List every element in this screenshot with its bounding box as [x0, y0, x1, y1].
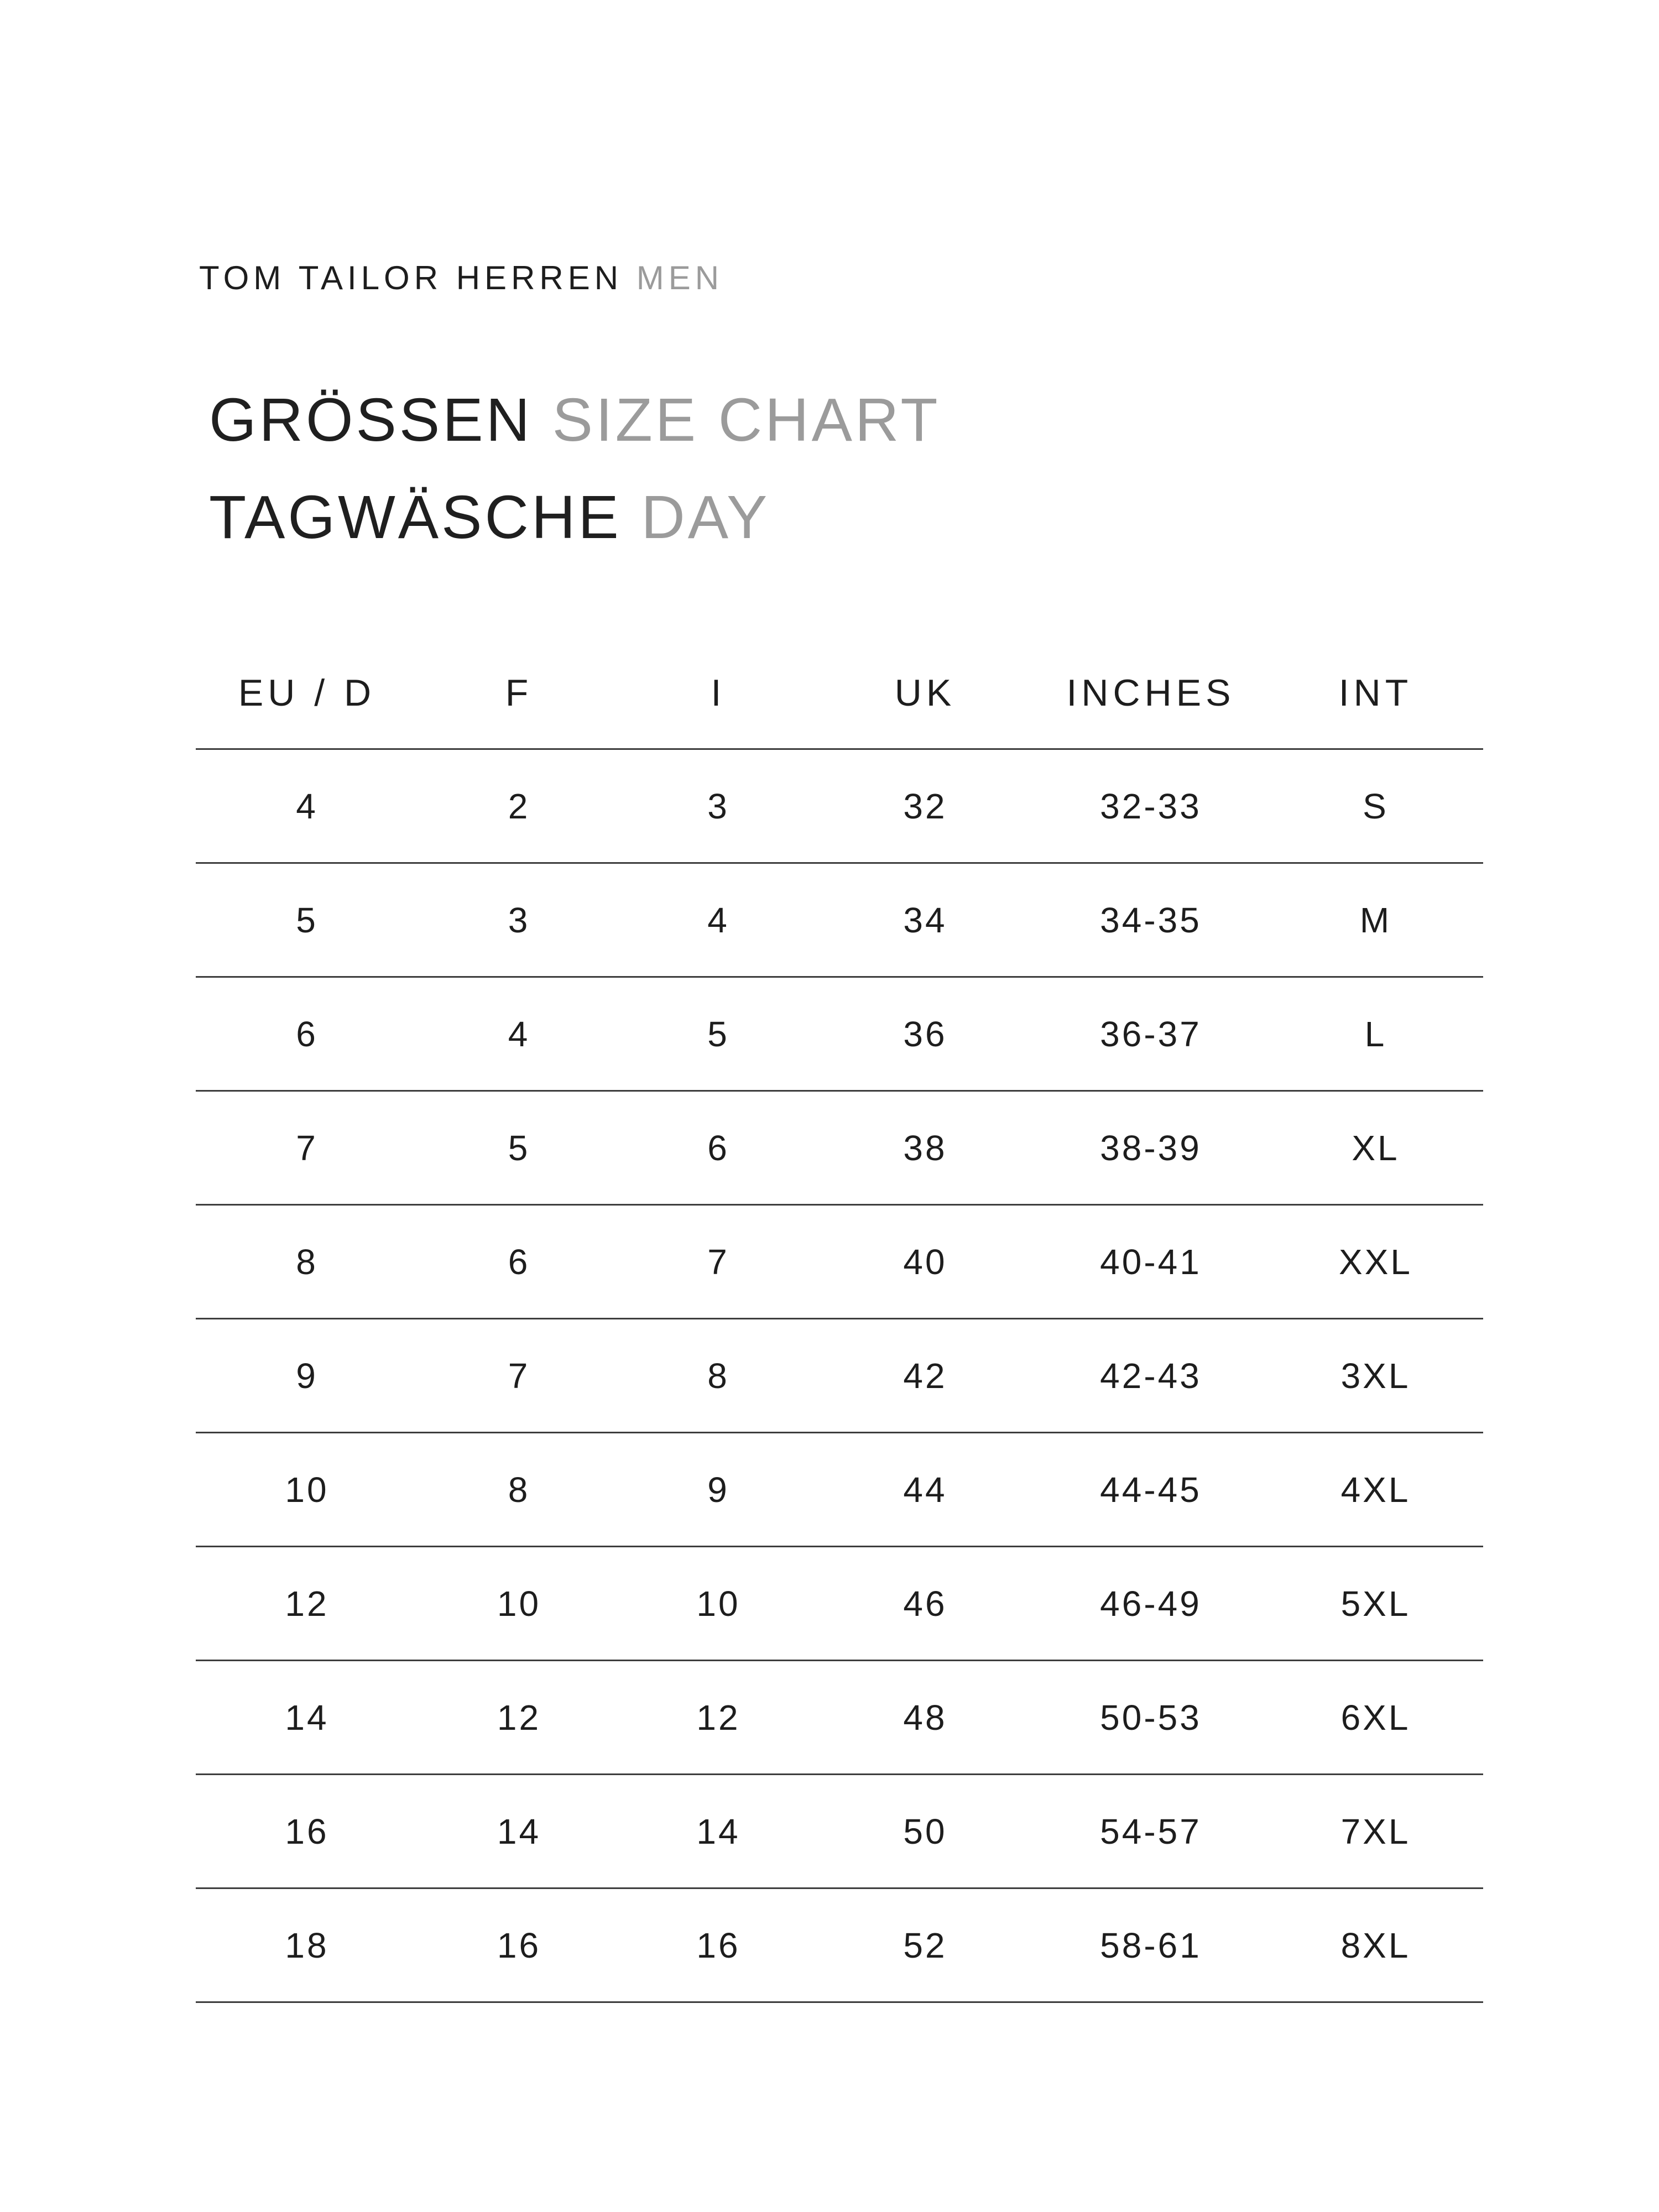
- column-header-inches: INCHES: [1066, 672, 1235, 714]
- size-cell: 9: [296, 1355, 318, 1396]
- size-cell: 44: [903, 1469, 947, 1510]
- column-header-int: INT: [1338, 672, 1413, 714]
- size-cell: M: [1359, 900, 1392, 940]
- size-cell: 5: [508, 1128, 530, 1168]
- size-cell: 36-37: [1100, 1014, 1202, 1054]
- size-cell: 6: [296, 1014, 318, 1054]
- size-cell: 40-41: [1100, 1241, 1202, 1282]
- size-cell: 3: [508, 900, 530, 940]
- size-cell: 46-49: [1100, 1583, 1202, 1624]
- title-space-1: [533, 386, 552, 454]
- column-header-uk: UK: [894, 672, 956, 714]
- brand-name-translation: MEN: [636, 259, 724, 296]
- size-cell: 5XL: [1340, 1583, 1411, 1624]
- size-cell: 14: [497, 1811, 541, 1851]
- size-cell: 52: [903, 1925, 947, 1965]
- size-cell: 12: [285, 1583, 329, 1624]
- size-cell: 16: [285, 1811, 329, 1851]
- table-row: [196, 1206, 1483, 1319]
- table-row: [196, 1319, 1483, 1433]
- size-cell: 7: [508, 1355, 530, 1396]
- size-cell: 8: [296, 1241, 318, 1282]
- table-body: [196, 750, 1483, 2003]
- size-cell: L: [1364, 1014, 1387, 1054]
- title-groessen: GRÖSSEN: [209, 386, 533, 454]
- size-cell: 36: [903, 1014, 947, 1054]
- size-cell: 6XL: [1340, 1697, 1411, 1738]
- size-cell: 10: [497, 1583, 541, 1624]
- size-cell: 38: [903, 1128, 947, 1168]
- size-cell: 4: [296, 786, 318, 826]
- size-table: [196, 638, 1483, 2003]
- size-cell: 48: [903, 1697, 947, 1738]
- size-cell: 8: [508, 1469, 530, 1510]
- size-cell: 4: [707, 900, 729, 940]
- size-cell: S: [1363, 786, 1389, 826]
- title-tagwaesche: TAGWÄSCHE: [209, 483, 622, 551]
- size-cell: 6: [707, 1128, 729, 1168]
- size-cell: 16: [497, 1925, 541, 1965]
- size-cell: 50: [903, 1811, 947, 1851]
- page-title: [209, 372, 941, 566]
- brand-line: [199, 259, 723, 297]
- size-cell: 8XL: [1340, 1925, 1411, 1965]
- column-header-f: F: [505, 672, 533, 714]
- size-cell: 7: [296, 1128, 318, 1168]
- table-row: [196, 1775, 1483, 1889]
- table-row: [196, 1547, 1483, 1661]
- size-cell: 54-57: [1100, 1811, 1202, 1851]
- size-cell: 8: [707, 1355, 729, 1396]
- size-cell: 38-39: [1100, 1128, 1202, 1168]
- size-cell: 3: [707, 786, 729, 826]
- size-cell: 12: [497, 1697, 541, 1738]
- size-cell: 10: [696, 1583, 740, 1624]
- size-cell: XL: [1352, 1128, 1400, 1168]
- table-row: [196, 978, 1483, 1092]
- size-cell: 50-53: [1100, 1697, 1202, 1738]
- size-cell: 4XL: [1340, 1469, 1411, 1510]
- size-cell: XXL: [1339, 1241, 1412, 1282]
- size-cell: 6: [508, 1241, 530, 1282]
- size-cell: 7: [707, 1241, 729, 1282]
- size-cell: 7XL: [1340, 1811, 1411, 1851]
- title-line-1: [209, 372, 941, 469]
- size-cell: 4: [508, 1014, 530, 1054]
- title-line-2: [209, 469, 941, 566]
- size-cell: 34-35: [1100, 900, 1202, 940]
- size-cell: 14: [696, 1811, 740, 1851]
- table-row: [196, 1889, 1483, 2003]
- brand-name: TOM TAILOR HERREN: [199, 259, 623, 296]
- table-row: [196, 750, 1483, 864]
- size-cell: 3XL: [1340, 1355, 1411, 1396]
- column-header-i: I: [711, 672, 726, 714]
- brand-space: [623, 259, 637, 296]
- size-cell: 5: [296, 900, 318, 940]
- size-cell: 10: [285, 1469, 329, 1510]
- column-header-eu-d: EU / D: [238, 672, 376, 714]
- size-cell: 9: [707, 1469, 729, 1510]
- table-row: [196, 1661, 1483, 1775]
- size-cell: 42-43: [1100, 1355, 1202, 1396]
- size-cell: 58-61: [1100, 1925, 1202, 1965]
- size-cell: 14: [285, 1697, 329, 1738]
- table-header-row: [196, 638, 1483, 750]
- title-space-2: [622, 483, 641, 551]
- size-cell: 2: [508, 786, 530, 826]
- table-row: [196, 1092, 1483, 1206]
- size-cell: 12: [696, 1697, 740, 1738]
- size-cell: 32: [903, 786, 947, 826]
- size-cell: 16: [696, 1925, 740, 1965]
- table-row: [196, 864, 1483, 978]
- size-cell: 18: [285, 1925, 329, 1965]
- size-cell: 42: [903, 1355, 947, 1396]
- title-day: DAY: [641, 483, 770, 551]
- size-cell: 40: [903, 1241, 947, 1282]
- table-row: [196, 1433, 1483, 1547]
- size-cell: 32-33: [1100, 786, 1202, 826]
- size-cell: 5: [707, 1014, 729, 1054]
- size-cell: 46: [903, 1583, 947, 1624]
- title-size-chart: SIZE CHART: [552, 386, 941, 454]
- size-cell: 34: [903, 900, 947, 940]
- size-cell: 44-45: [1100, 1469, 1202, 1510]
